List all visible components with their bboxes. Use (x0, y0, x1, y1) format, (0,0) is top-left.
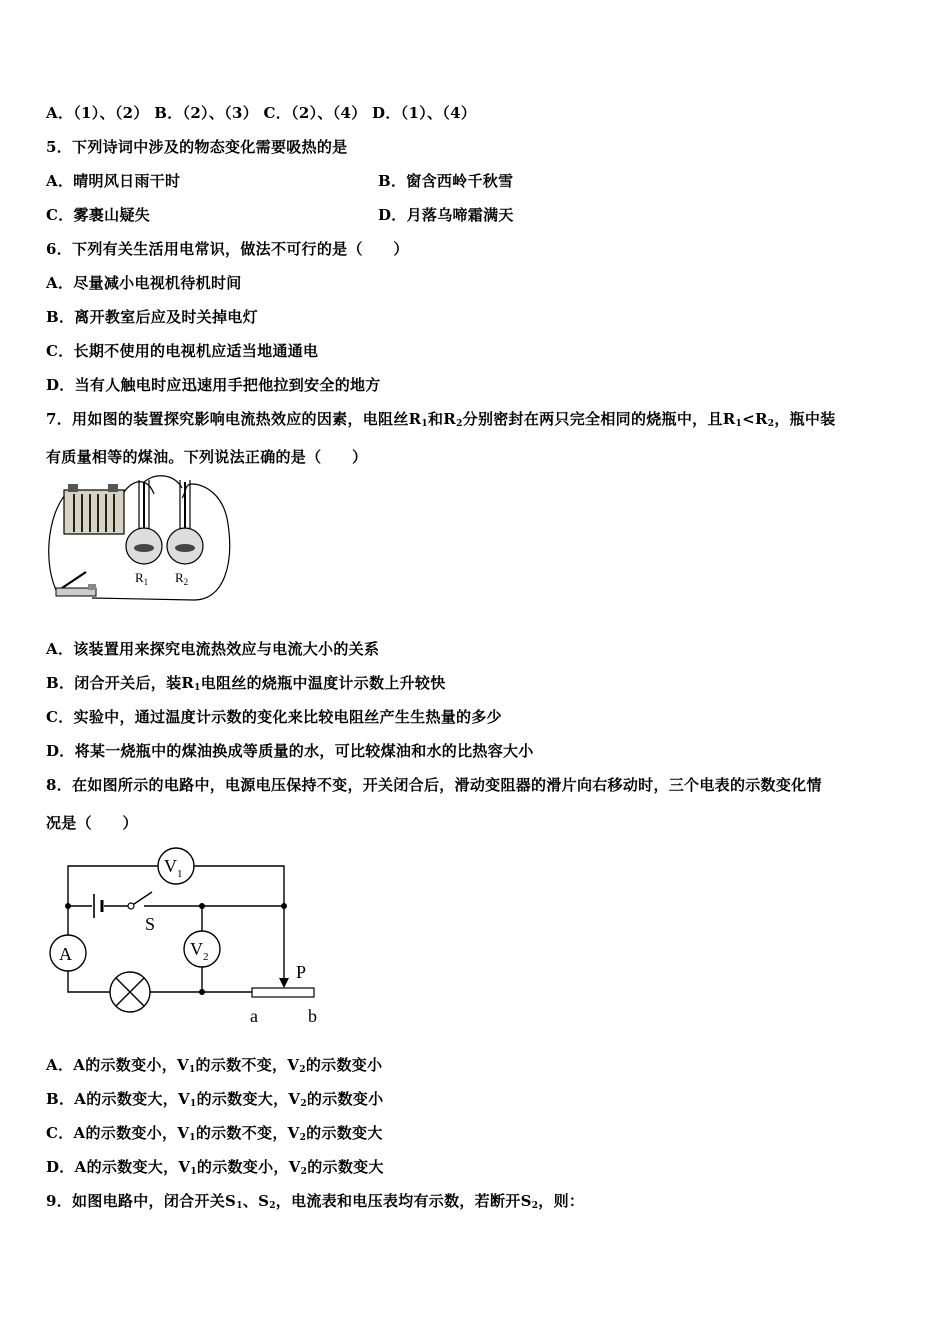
q9-stem (46, 1190, 584, 1211)
q7-stem-line1 (46, 408, 836, 429)
q7-r1-compare: R (722, 410, 736, 428)
option-text: 的示数变大， (196, 1090, 289, 1108)
q7-option-d: D．将某一烧瓶中的煤油换成等质量的水，可比较煤油和水的比热容大小 (46, 742, 534, 760)
q4-options: A．（1）、（2） B．（2）、（3） C．（2）、（4） D．（1）、（4） (46, 104, 477, 122)
option-v2: V (287, 1124, 300, 1142)
knife-switch (56, 572, 96, 596)
q9-s1-sub: 1 (236, 1201, 243, 1211)
wire-top-right (194, 866, 284, 906)
option-ammeter: A (74, 1158, 87, 1176)
option-text: 的示数变大， (86, 1090, 179, 1108)
option-text: 的示数变大 (307, 1158, 384, 1176)
battery-pack (64, 484, 124, 534)
fig-label-r1: $R_1$ (135, 570, 149, 587)
option-v1-sub: 1 (190, 1167, 197, 1177)
fig-label-r2: $R_2$ (175, 570, 189, 587)
q5-option-a: A．晴明风日雨干时 (46, 172, 181, 190)
ammeter-label: A (59, 944, 72, 964)
q7-stem-part2: 和 (427, 410, 444, 428)
option-text: 的示数变小 (305, 1056, 383, 1074)
option-v1: V (177, 1056, 189, 1074)
q9-s2-again: S (520, 1192, 532, 1210)
option-text: 的示数不变， (195, 1056, 288, 1074)
q8-option-a (46, 1054, 382, 1075)
q9-stem-part2: ，电流表和电压表均有示数，若断开 (275, 1192, 521, 1210)
q6-stem: 6．下列有关生活用电常识，做法不可行的是（ ） (46, 240, 409, 258)
q5-option-c: C．雾裹山疑失 (46, 206, 151, 224)
q7-option-b (46, 672, 446, 693)
v2-label: $V_2$ (190, 939, 209, 963)
q8-stem-line1: 8．在如图所示的电路中，电源电压保持不变，开关闭合后，滑动变阻器的滑片向右移动时，三个电表的示数变化情 (46, 776, 822, 794)
option-v2-sub: 2 (300, 1099, 307, 1109)
q7-less-than: < (742, 410, 755, 428)
q7-wire-top (124, 476, 182, 494)
q9-stem-part3: ，则： (538, 1192, 585, 1210)
q6-option-b: B．离开教室后应及时关掉电灯 (46, 308, 258, 326)
option-ammeter: A (73, 1124, 86, 1142)
wire-left-lower (68, 970, 110, 992)
flask-r2 (167, 480, 203, 564)
q7-r2-compare: R (754, 410, 768, 428)
q7-stem-part1: 7．用如图的装置探究影响电流热效应的因素，电阻丝 (46, 410, 409, 428)
q8-option-c (46, 1122, 383, 1143)
q9-s1: S (225, 1192, 237, 1210)
q5-option-b: B．窗含西岭千秋雪 (378, 172, 514, 190)
junction-dot (199, 903, 205, 909)
q5-stem: 5．下列诗词中涉及的物态变化需要吸热的是 (46, 138, 348, 156)
option-v2: V (288, 1090, 301, 1108)
option-v1: V (177, 1124, 190, 1142)
rheostat (252, 988, 314, 997)
option-v1: V (178, 1090, 190, 1108)
option-ammeter: A (74, 1090, 87, 1108)
q7-option-a: A．该装置用来探究电流热效应与电流大小的关系 (46, 640, 380, 658)
option-v2-sub: 2 (299, 1065, 306, 1075)
q9-s2: S (258, 1192, 270, 1210)
option-text: 的示数变大 (306, 1124, 383, 1142)
q6-option-d: D．当有人触电时应迅速用手把他拉到安全的地方 (46, 376, 381, 394)
q7-r2: R (443, 410, 457, 428)
q7-r2-compare-sub: 2 (767, 419, 775, 429)
option-v1: V (178, 1158, 191, 1176)
q7-r1-sub: 1 (421, 419, 428, 429)
option-ammeter: A (73, 1056, 86, 1074)
q8-circuit-figure (40, 840, 340, 1030)
option-letter: A． (46, 1056, 74, 1074)
junction-dot (281, 903, 287, 909)
junction-dot (199, 989, 205, 995)
option-letter: B． (46, 1090, 75, 1108)
option-text: 的示数变小， (85, 1124, 178, 1142)
option-text: 的示数变大， (86, 1158, 179, 1176)
q6-option-a: A．尽量减小电视机待机时间 (46, 274, 242, 292)
slider-arrow (279, 978, 289, 988)
q7-stem-part3: 分别密封在两只完全相同的烧瓶中，且 (462, 410, 723, 428)
option-text: 的示数变小， (85, 1056, 178, 1074)
option-v2: V (287, 1056, 300, 1074)
q7-r1-compare-sub: 1 (735, 419, 743, 429)
q7-r2-sub: 2 (456, 419, 463, 429)
switch-contact (128, 903, 134, 909)
q9-s2-again-sub: 2 (531, 1201, 539, 1211)
option-v1-sub: 1 (190, 1099, 197, 1109)
wire-top (68, 866, 158, 906)
q8-option-d (46, 1156, 384, 1177)
option-letter: C． (46, 1124, 74, 1142)
q9-separator: 、 (242, 1192, 259, 1210)
q7-option-b-pre: B．闭合开关后，装 (46, 674, 182, 692)
option-v1-sub: 1 (188, 1065, 196, 1075)
end-b-label: b (308, 1006, 317, 1026)
switch-label: S (145, 914, 156, 934)
q7-r1: R (408, 410, 422, 428)
slider-label: P (296, 962, 307, 982)
q7-option-b-post: 电阻丝的烧瓶中温度计示数上升较快 (200, 674, 446, 692)
q7-stem-part5: ，瓶中装 (774, 410, 836, 428)
q7-stem-line2: 有质量相等的煤油。下列说法正确的是（ ） (46, 448, 368, 466)
junction-dot (65, 903, 71, 909)
q7-option-b-r1-sub: 1 (194, 683, 201, 693)
q5-option-d: D．月落乌啼霜满天 (378, 206, 514, 224)
option-v2-sub: 2 (300, 1167, 308, 1177)
q7-apparatus-figure (44, 474, 240, 608)
option-v1-sub: 1 (189, 1133, 196, 1143)
flask-r1 (126, 480, 162, 564)
v1-label: $V_1$ (164, 856, 183, 880)
option-letter: D． (46, 1158, 75, 1176)
q6-option-c: C．长期不使用的电视机应适当地通通电 (46, 342, 319, 360)
option-text: 的示数不变， (195, 1124, 288, 1142)
q9-s2-sub: 2 (269, 1201, 276, 1211)
switch-blade (131, 892, 152, 906)
option-v2: V (288, 1158, 301, 1176)
option-v2-sub: 2 (299, 1133, 307, 1143)
end-a-label: a (250, 1006, 258, 1026)
q8-stem-line2: 况是（ ） (46, 814, 138, 832)
option-text: 的示数变小， (196, 1158, 289, 1176)
q8-option-b (46, 1088, 383, 1109)
option-text: 的示数变小 (306, 1090, 384, 1108)
q7-option-c: C．实验中，通过温度计示数的变化来比较电阻丝产生生热量的多少 (46, 708, 502, 726)
q7-option-b-r1: R (181, 674, 195, 692)
q9-stem-part1: 9．如图电路中，闭合开关 (46, 1192, 226, 1210)
